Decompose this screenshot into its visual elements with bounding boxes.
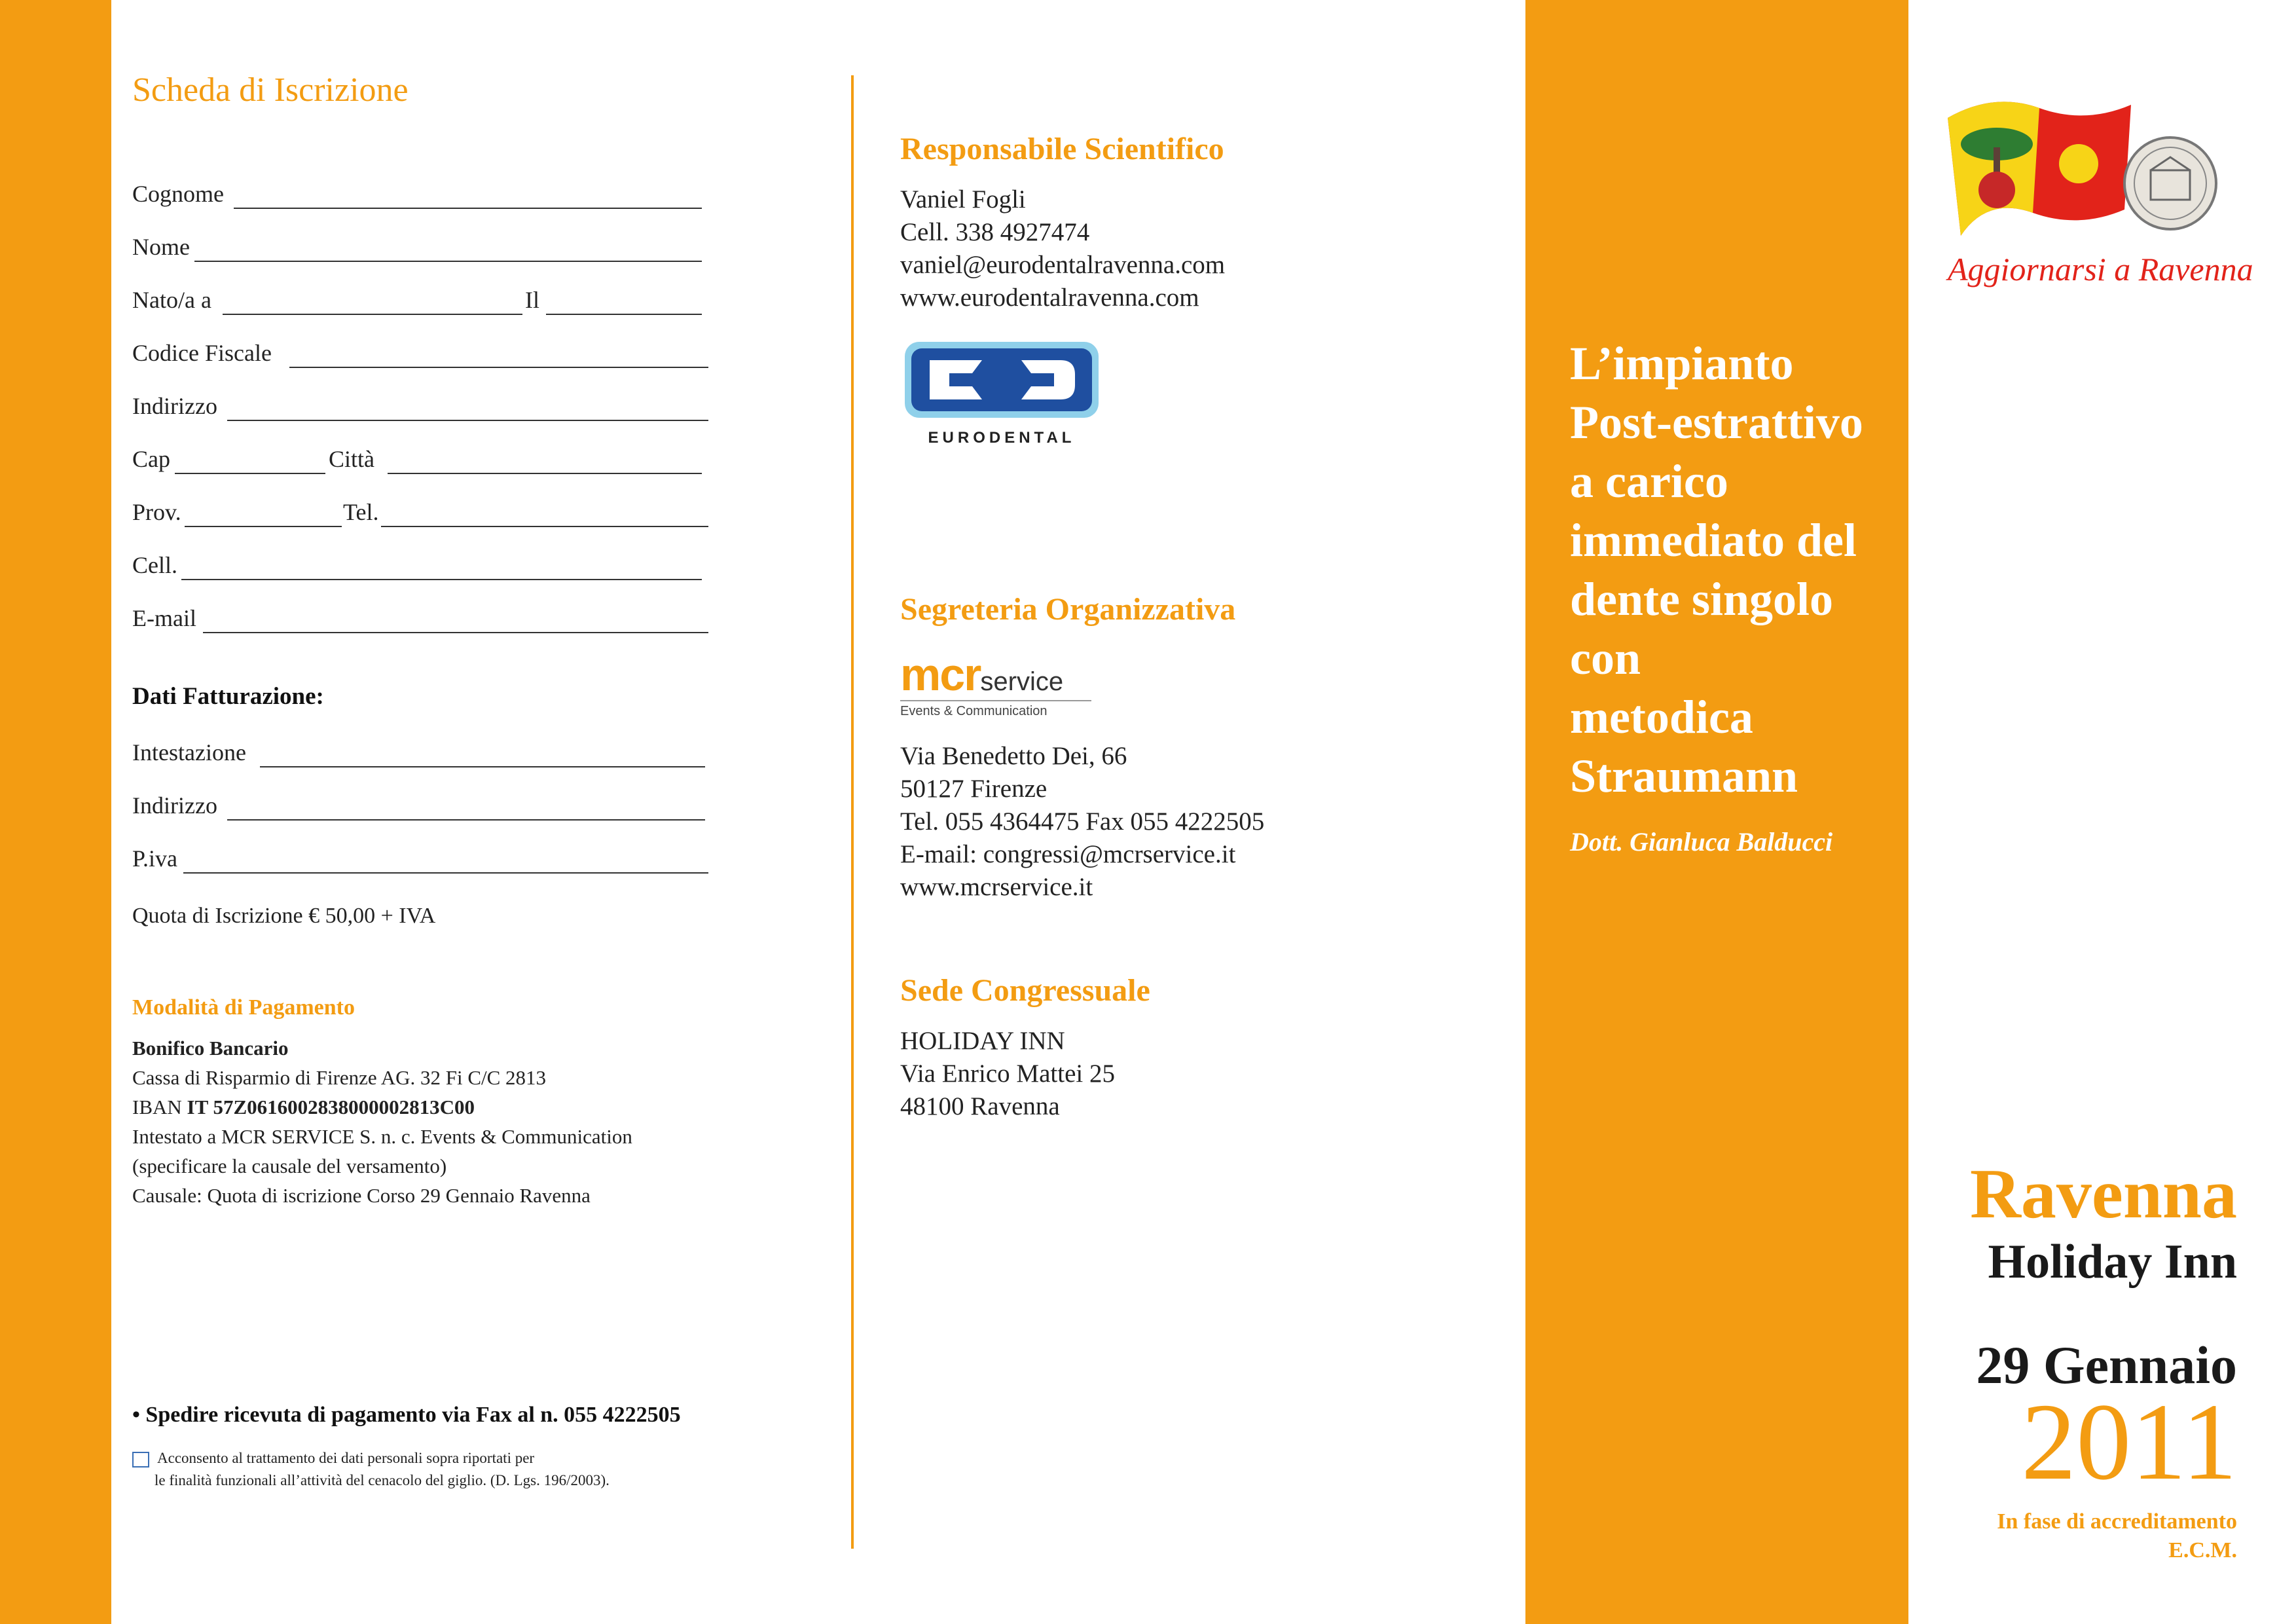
field-label: Codice Fiscale <box>132 340 272 366</box>
course-title-line: Straumann <box>1570 750 1798 802</box>
course-title-line: a carico <box>1570 455 1728 507</box>
seal-icon <box>2121 134 2219 232</box>
registration-fee: Quota di Iscrizione € 50,00 + IVA <box>132 904 436 928</box>
field-piva[interactable] <box>132 845 708 879</box>
field-label: Cap <box>132 446 170 472</box>
payment-note: (specificare la causale del versamento) <box>132 1154 447 1177</box>
scientific-details <box>900 183 1225 314</box>
field-line <box>183 872 708 874</box>
cover-hotel: Holiday Inn <box>1988 1235 2237 1289</box>
field-line <box>185 526 342 527</box>
eurodental-logo-icon <box>903 341 1100 419</box>
field-label: Prov. <box>132 499 181 525</box>
scientific-name: Vaniel Fogli <box>900 185 1026 213</box>
field-line <box>194 261 702 262</box>
field-line <box>260 766 705 767</box>
secretariat-title: Segreteria Organizzativa <box>900 592 1236 627</box>
field-prov[interactable] <box>132 498 708 532</box>
accreditation-line-2: E.C.M. <box>2168 1538 2237 1562</box>
course-title-line: immediato del <box>1570 514 1857 566</box>
accreditation-line-1: In fase di accreditamento <box>1997 1509 2237 1534</box>
scientific-web[interactable]: www.eurodentalravenna.com <box>900 284 1199 312</box>
field-line <box>234 208 702 209</box>
mcr-logo-main: mcr <box>900 649 981 700</box>
scientific-email[interactable]: vaniel@eurodentalravenna.com <box>900 251 1226 279</box>
field-label-citta: Città <box>329 446 374 472</box>
field-label: Indirizzo <box>132 393 217 419</box>
field-line <box>289 367 708 368</box>
mcr-logo-sub: Events & Communication <box>900 704 1048 718</box>
slogan: Aggiornarsi a Ravenna <box>1948 251 2253 287</box>
eurodental-logo-text: EURODENTAL <box>928 429 1076 447</box>
consent-checkbox[interactable] <box>132 1452 149 1467</box>
iban-label: IBAN <box>132 1096 187 1118</box>
secretariat-phone: Tel. 055 4364475 Fax 055 4222505 <box>900 807 1265 836</box>
secretariat-web[interactable]: www.mcrservice.it <box>900 873 1093 901</box>
field-label: Indirizzo <box>132 792 217 819</box>
payment-iban <box>132 1092 632 1122</box>
field-line <box>203 632 708 633</box>
seal-emblem <box>2121 134 2219 232</box>
field-label-tel: Tel. <box>343 499 379 525</box>
payment-bank: Cassa di Risparmio di Firenze AG. 32 Fi C/C 2813 <box>132 1066 547 1089</box>
course-title-line: metodica <box>1570 691 1753 743</box>
field-label: Nome <box>132 234 190 260</box>
bullet-icon: • <box>132 1403 146 1427</box>
venue-name: HOLIDAY INN <box>900 1027 1065 1055</box>
secretariat-details <box>900 740 1264 904</box>
field-label: E-mail <box>132 605 196 631</box>
field-intestazione[interactable] <box>132 739 708 773</box>
field-label-il: Il <box>525 287 539 313</box>
accreditation <box>1997 1507 2237 1565</box>
cover-date: 29 Gennaio <box>1976 1335 2237 1395</box>
flag-icon <box>1941 79 2138 249</box>
venue-title: Sede Congressuale <box>900 973 1150 1008</box>
payment-details <box>132 1033 632 1210</box>
mcr-logo <box>900 649 1110 724</box>
cover-year: 2011 <box>2021 1381 2237 1503</box>
field-line <box>175 473 325 474</box>
column-divider <box>851 75 854 1549</box>
scientific-title: Responsabile Scientifico <box>900 132 1224 166</box>
field-label: Cognome <box>132 181 224 207</box>
flag-emblem <box>1941 79 2138 249</box>
venue-city: 48100 Ravenna <box>900 1092 1060 1120</box>
course-author: Dott. Gianluca Balducci <box>1570 827 1833 857</box>
field-line <box>227 819 705 821</box>
payment-method: Bonifico Bancario <box>132 1037 289 1060</box>
billing-title: Dati Fatturazione: <box>132 683 324 710</box>
field-label: P.iva <box>132 845 178 872</box>
mcr-logo-service: service <box>980 667 1064 696</box>
field-label: Intestazione <box>132 739 246 766</box>
field-billing-indirizzo[interactable] <box>132 792 708 826</box>
field-line <box>181 579 702 580</box>
form-title: Scheda di Iscrizione <box>132 71 409 109</box>
field-cell[interactable] <box>132 551 708 585</box>
consent-text-1: Acconsento al trattamento dei dati personali sopra riportati per <box>157 1450 535 1466</box>
course-title-line: dente singolo <box>1570 573 1834 625</box>
fax-note-text: Spedire ricevuta di pagamento via Fax al n. 055 4222505 <box>145 1403 681 1427</box>
scientific-cell: Cell. 338 4927474 <box>900 218 1090 246</box>
payment-title: Modalità di Pagamento <box>132 995 355 1020</box>
left-orange-band <box>0 0 111 1624</box>
secretariat-city: 50127 Firenze <box>900 775 1048 803</box>
field-email[interactable] <box>132 604 708 638</box>
field-line <box>227 420 708 421</box>
eurodental-logo <box>903 341 1100 445</box>
secretariat-address: Via Benedetto Dei, 66 <box>900 742 1127 770</box>
consent-line-1 <box>132 1447 610 1469</box>
venue-address: Via Enrico Mattei 25 <box>900 1060 1115 1088</box>
field-line <box>546 314 702 315</box>
field-label: Nato/a a <box>132 287 211 313</box>
venue-details <box>900 1025 1115 1123</box>
field-cognome[interactable] <box>132 180 708 214</box>
fax-note <box>132 1403 681 1428</box>
field-indirizzo[interactable] <box>132 392 708 426</box>
payment-causale: Causale: Quota di iscrizione Corso 29 Gennaio Ravenna <box>132 1184 591 1207</box>
cover-city: Ravenna <box>1969 1155 2237 1233</box>
field-line <box>223 314 522 315</box>
course-title-line: L’impianto <box>1570 337 1794 390</box>
consent-text-2: le finalità funzionali all’attività del cenacolo del giglio. (D. Lgs. 196/2003). <box>155 1472 610 1488</box>
field-line <box>388 473 702 474</box>
course-title <box>1570 334 1863 805</box>
consent-block <box>132 1447 610 1492</box>
center-orange-band <box>1525 0 1908 1624</box>
course-title-line: con <box>1570 632 1641 684</box>
payment-holder: Intestato a MCR SERVICE S. n. c. Events & Communication <box>132 1125 632 1148</box>
field-nome[interactable] <box>132 233 708 267</box>
field-codice-fiscale[interactable] <box>132 339 708 373</box>
course-title-line: Post-estrattivo <box>1570 396 1863 449</box>
field-label: Cell. <box>132 552 177 578</box>
field-cap[interactable] <box>132 445 708 479</box>
secretariat-email[interactable]: E-mail: congressi@mcrservice.it <box>900 840 1236 868</box>
iban-value: IT 57Z0616002838000002813C00 <box>187 1096 475 1118</box>
field-line <box>381 526 708 527</box>
field-nato[interactable] <box>132 286 708 320</box>
